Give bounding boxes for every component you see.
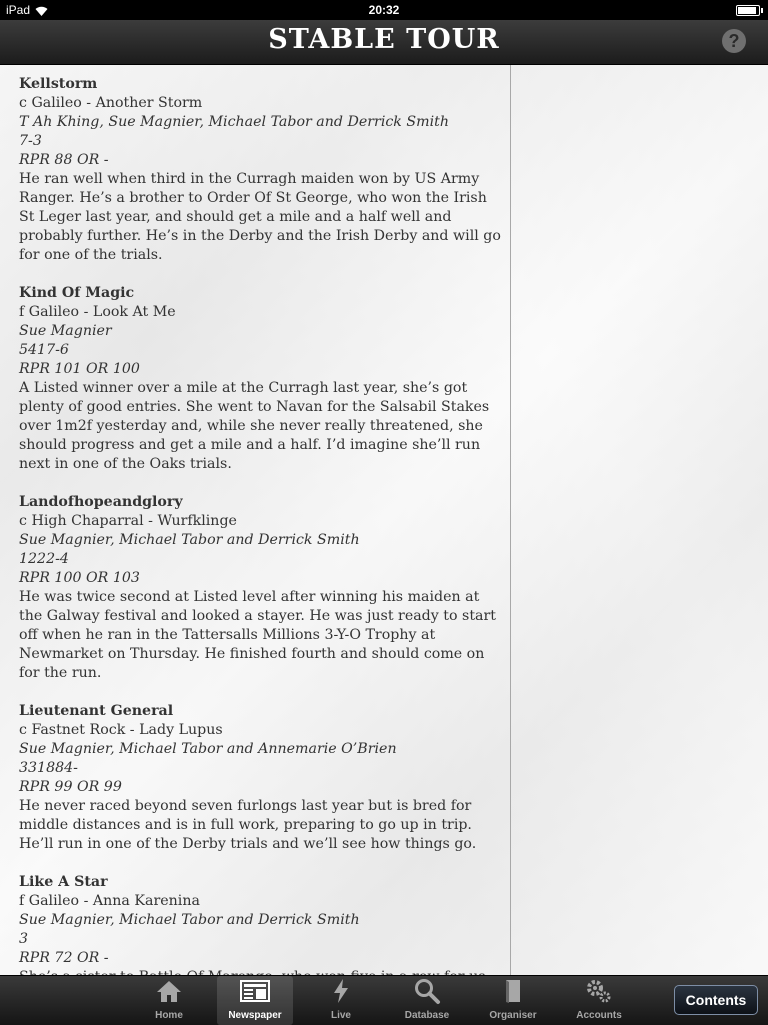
horse-ratings: RPR 88 OR - [19, 152, 109, 168]
horse-name: Kellstorm [19, 76, 98, 92]
tab-label: Database [404, 1010, 450, 1021]
horse-comment: He was twice second at Listed level after winning his maiden at the Galway festival and looked a stayer. He was just ready to start off when he ran in the Tattersalls Millions 3-Y-O Trophy at Newmarket on Thursday. He finished fourth and should come on for the run. [19, 589, 496, 681]
tab-live[interactable] [303, 976, 379, 1025]
horse-comment: He ran well when third in the Curragh maiden won by US Army Ranger. He’s a brother to Order Of St George, who won the Irish St Leger last year, and should get a mile and a half well and probably further. He’s in the Derby and the Irish Derby and will go for one of the trials. [19, 171, 501, 263]
horse-form: 7-3 [19, 133, 42, 149]
horse-form: 1222-4 [19, 551, 69, 567]
horse-form: 5417-6 [19, 342, 69, 358]
horse-ratings: RPR 101 OR 100 [19, 361, 140, 377]
horse-breeding: c High Chaparral - Wurfklinge [19, 513, 237, 529]
horse-breeding: c Fastnet Rock - Lady Lupus [19, 722, 223, 738]
newspaper-icon [217, 976, 293, 1006]
horse-owners: Sue Magnier, Michael Tabor and Annemarie O’Brien [19, 741, 397, 757]
horse-owners: Sue Magnier, Michael Tabor and Derrick Smith [19, 912, 360, 928]
article-view[interactable] [0, 65, 768, 975]
horse-name: Lieutenant General [19, 703, 174, 719]
horse-entry [19, 702, 505, 854]
tab-bar [0, 975, 768, 1025]
gear-icon [561, 976, 637, 1006]
tab-label: Home [155, 1010, 183, 1021]
home-icon [131, 976, 207, 1006]
horse-ratings: RPR 100 OR 103 [19, 570, 140, 586]
horse-name: Like A Star [19, 874, 108, 890]
horse-breeding: f Galileo - Look At Me [19, 304, 176, 320]
battery-icon [736, 5, 760, 16]
horse-form: 3 [19, 931, 29, 947]
horse-breeding: f Galileo - Anna Karenina [19, 893, 200, 909]
horse-owners: T Ah Khing, Sue Magnier, Michael Tabor and Derrick Smith [19, 114, 449, 130]
tab-organiser[interactable] [475, 976, 551, 1025]
status-time: 20:32 [368, 3, 400, 17]
horse-owners: Sue Magnier [19, 323, 112, 339]
horse-entry [19, 284, 505, 474]
horse-comment: A Listed winner over a mile at the Curragh last year, she’s got plenty of good entries. She went to Navan for the Salsabil Stakes over 1m2f yesterday and, while she never really threatened, she should progress and get a mile and a half. I’d imagine she’ll run next in one of the Oaks trials. [19, 380, 490, 472]
status-bar [0, 0, 768, 20]
contents-button[interactable]: Contents [674, 985, 758, 1015]
horse-name: Kind Of Magic [19, 285, 135, 301]
tab-label: Live [330, 1010, 351, 1021]
title-bar [0, 20, 768, 65]
article-column [19, 75, 505, 1025]
battery-level [738, 7, 756, 14]
help-button[interactable]: ? [722, 29, 746, 53]
horse-entry [19, 75, 505, 265]
tab-newspaper[interactable] [217, 976, 293, 1025]
tab-home[interactable] [131, 976, 207, 1025]
lightning-icon [303, 976, 379, 1006]
horse-ratings: RPR 72 OR - [19, 950, 109, 966]
device-name: iPad [6, 3, 31, 17]
page-title: STABLE TOUR [268, 24, 500, 55]
tab-label: Newspaper [228, 1010, 282, 1021]
column-divider [510, 65, 511, 975]
horse-name: Landofhopeandglory [19, 494, 183, 510]
tab-accounts[interactable] [561, 976, 637, 1025]
horse-entry [19, 493, 505, 683]
horse-form: 331884- [19, 760, 78, 776]
horse-breeding: c Galileo - Another Storm [19, 95, 203, 111]
horse-comment: He never raced beyond seven furlongs last year but is bred for middle distances and is in full work, preparing to go up in trip. He’ll run in one of the Derby trials and we’ll see how things go. [19, 798, 477, 852]
book-icon [475, 976, 551, 1006]
tab-database[interactable] [389, 976, 465, 1025]
horse-owners: Sue Magnier, Michael Tabor and Derrick Smith [19, 532, 360, 548]
tab-label: Organiser [489, 1010, 537, 1021]
search-icon [389, 976, 465, 1006]
horse-ratings: RPR 99 OR 99 [19, 779, 122, 795]
tab-label: Accounts [576, 1010, 622, 1021]
